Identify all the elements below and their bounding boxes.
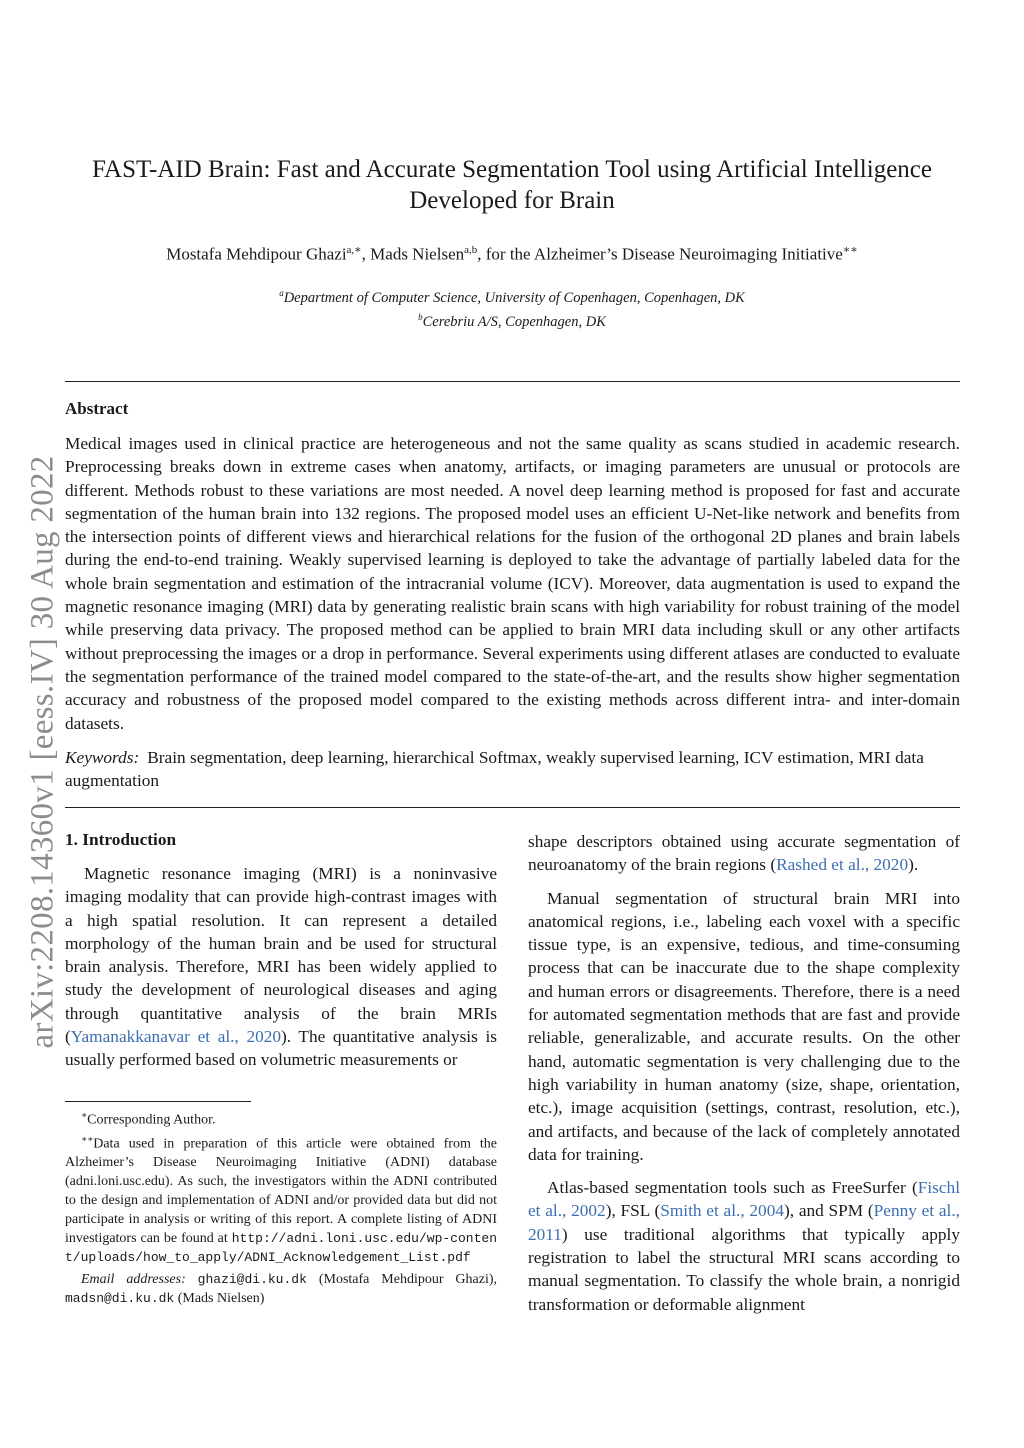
- affiliation-text: Cerebriu A/S, Copenhagen, DK: [422, 313, 606, 330]
- footnote-text: Corresponding Author.: [87, 1112, 216, 1128]
- citation-link[interactable]: Rashed et al., 2020: [776, 855, 909, 875]
- footnote-adni: [65, 1130, 497, 1268]
- affiliation-text: Department of Computer Science, University of Copenhagen, Copenhagen, DK: [283, 289, 745, 306]
- affiliations: [80, 284, 944, 332]
- intro-paragraph-3: [528, 1176, 960, 1316]
- abstract-top-rule: [65, 381, 960, 382]
- email-link[interactable]: ghazi@di.ku.dk: [197, 1272, 307, 1288]
- author-list: Mostafa Mehdipour Ghazi$^{a,∗}$, Mads Nielsen$^{a,b}$, for the Alzheimer’s Disease Neuroimaging Initiative∗∗: [166, 244, 858, 264]
- paragraph-text: Magnetic resonance imaging (MRI) is a noninvasive imaging modality that can provide high-contrast images with a high spatial resolution. It can represent a detailed morphology of the human brain and be used for structural brain analysis. Therefore, MRI has been widely applied to study the development of neurological diseases and aging through quantitative analysis of the brain MRIs (: [65, 864, 497, 1047]
- intro-paragraph-2: Manual segmentation of structural brain MRI into anatomical regions, i.e., labeling each voxel with a specific tissue type, is an expensive, tedious, and time-consuming process that can be inaccurate due to the shape complexity and human errors or disagreements. Therefore, there is a need for automated segmentation methods that are fast and provide reliable, generalizable, and accurate results. On the other hand, automatic segmentation is very challenging due to the high variability in human anatomy (size, shape, orientation, etc.), image acquisition (settings, contrast, resolution, etc.), and artifacts, and because of the lack of completely annotated data for training.: [528, 888, 960, 1164]
- left-column: [65, 830, 497, 1082]
- footnote-mark: ∗: [81, 1110, 88, 1120]
- affiliation-mark: a: [279, 288, 284, 298]
- consortium-footnote-mark: ∗∗: [842, 244, 858, 256]
- citation-link[interactable]: Smith et al., 2004: [660, 1201, 784, 1221]
- consortium-name: for the Alzheimer’s Disease Neuroimaging Initiative: [485, 244, 843, 264]
- abstract-bottom-rule: [65, 807, 960, 808]
- intro-paragraph-1: [65, 862, 497, 1072]
- title-line-2: Developed for Brain: [409, 187, 615, 214]
- paragraph-text: shape descriptors obtained using accurate segmentation of neuroanatomy of the brain regions (: [528, 832, 960, 875]
- paper-title: [80, 154, 944, 216]
- paragraph-text: ), FSL (: [605, 1201, 661, 1221]
- email-label: Email addresses:: [81, 1272, 186, 1288]
- arxiv-identifier-stamp: arXiv:2208.14360v1 [eess.IV] 30 Aug 2022: [24, 455, 61, 1049]
- affiliation-a: [80, 284, 944, 308]
- keywords-label: Keywords:: [65, 748, 140, 767]
- footnote-corresponding-author: [65, 1106, 497, 1130]
- intro-paragraph-1-continued: [528, 830, 960, 877]
- affiliation-mark: b: [418, 311, 423, 322]
- adni-url-link[interactable]: http://adni.loni.usc.edu/wp-content/uploads/how_to_apply/ADNI_Acknowledgement_List.pdf: [65, 1231, 497, 1266]
- footnote-text: Data used in preparation of this article were obtained from the Alzheimer’s Disease Neuroimaging Initiative (ADNI) database (adni.loni.usc.edu). As such, the investigators within the ADNI contributed to the design and implementation of ADNI and/or provided data but did not participate in analysis or writing of this report. A complete listing of ADNI investigators can be found at: [65, 1136, 497, 1247]
- email-owner: (Mostafa Mehdipour Ghazi),: [318, 1272, 498, 1288]
- paragraph-text: Atlas-based segmentation tools such as FreeSurfer (: [547, 1178, 918, 1198]
- author-affiliation-mark: a,∗: [346, 244, 362, 256]
- keywords: [65, 746, 935, 793]
- email-owner: (Mads Nielsen): [177, 1291, 265, 1307]
- citation-link[interactable]: Penny et al., 2011: [528, 1201, 961, 1244]
- author-name: Mostafa Mehdipour Ghazi: [166, 244, 347, 264]
- right-column: [528, 830, 960, 1326]
- section-heading-introduction: 1. Introduction: [65, 830, 177, 849]
- paragraph-text: ).: [908, 855, 919, 875]
- title-line-1: FAST-AID Brain: Fast and Accurate Segmentation Tool using Artificial Intelligence: [92, 156, 932, 183]
- footnotes: [65, 1106, 497, 1308]
- footnote-email-addresses: [65, 1270, 497, 1308]
- paragraph-text: ). The quantitative analysis is usually performed based on volumetric measurements or: [65, 1027, 497, 1070]
- paragraph-text: ), and SPM (: [783, 1201, 874, 1221]
- email-link[interactable]: madsn@di.ku.dk: [65, 1291, 175, 1307]
- author-name: Mads Nielsen: [370, 244, 465, 264]
- keywords-text: Brain segmentation, deep learning, hierarchical Softmax, weakly supervised learning, ICV estimation, MRI data augmentation: [65, 748, 924, 791]
- abstract-heading: Abstract: [65, 399, 129, 418]
- citation-link[interactable]: Yamanakkanavar et al., 2020: [70, 1027, 282, 1047]
- affiliation-b: [80, 308, 944, 332]
- footnote-mark: ∗∗: [81, 1133, 94, 1144]
- citation-link[interactable]: Fischl et al., 2002: [528, 1178, 960, 1221]
- abstract-text: Medical images used in clinical practice are heterogeneous and not the same quality as scans studied in academic research. Preprocessing breaks down in extreme cases when anatomy, artifacts, or imaging parameters are unusual or protocols are different. Methods robust to these variations are most needed. A novel deep learning method is proposed for fast and accurate segmentation of the human brain into 132 regions. The proposed model uses an efficient U-Net-like network and benefits from the intersection points of different views and hierarchical relations for the fusion of the orthogonal 2D planes and brain labels during the end-to-end training. Weakly supervised learning is deployed to take the advantage of partially labeled data for the whole brain segmentation and estimation of the intracranial volume (ICV). Moreover, data augmentation is used to expand the magnetic resonance imaging (MRI) data by generating realistic brain scans with high variability for robust training of the model while preserving data privacy. The proposed method can be applied to brain MRI data including skull or any other artifacts without preprocessing the images or a drop in performance. Several experiments using different atlases are conducted to evaluate the segmentation performance of the trained model compared to the state-of-the-art, and the results show higher segmentation accuracy and robustness of the proposed model compared to the existing methods across different intra- and inter-domain datasets.: [65, 434, 960, 733]
- paragraph-text: ) use traditional algorithms that typically apply registration to label the structural MRI scans according to manual segmentation. To classify the whole brain, a nonrigid transformation or deformable alignment: [528, 1224, 960, 1314]
- author-affiliation-mark: a,b: [464, 244, 478, 256]
- footnote-rule: [65, 1101, 251, 1102]
